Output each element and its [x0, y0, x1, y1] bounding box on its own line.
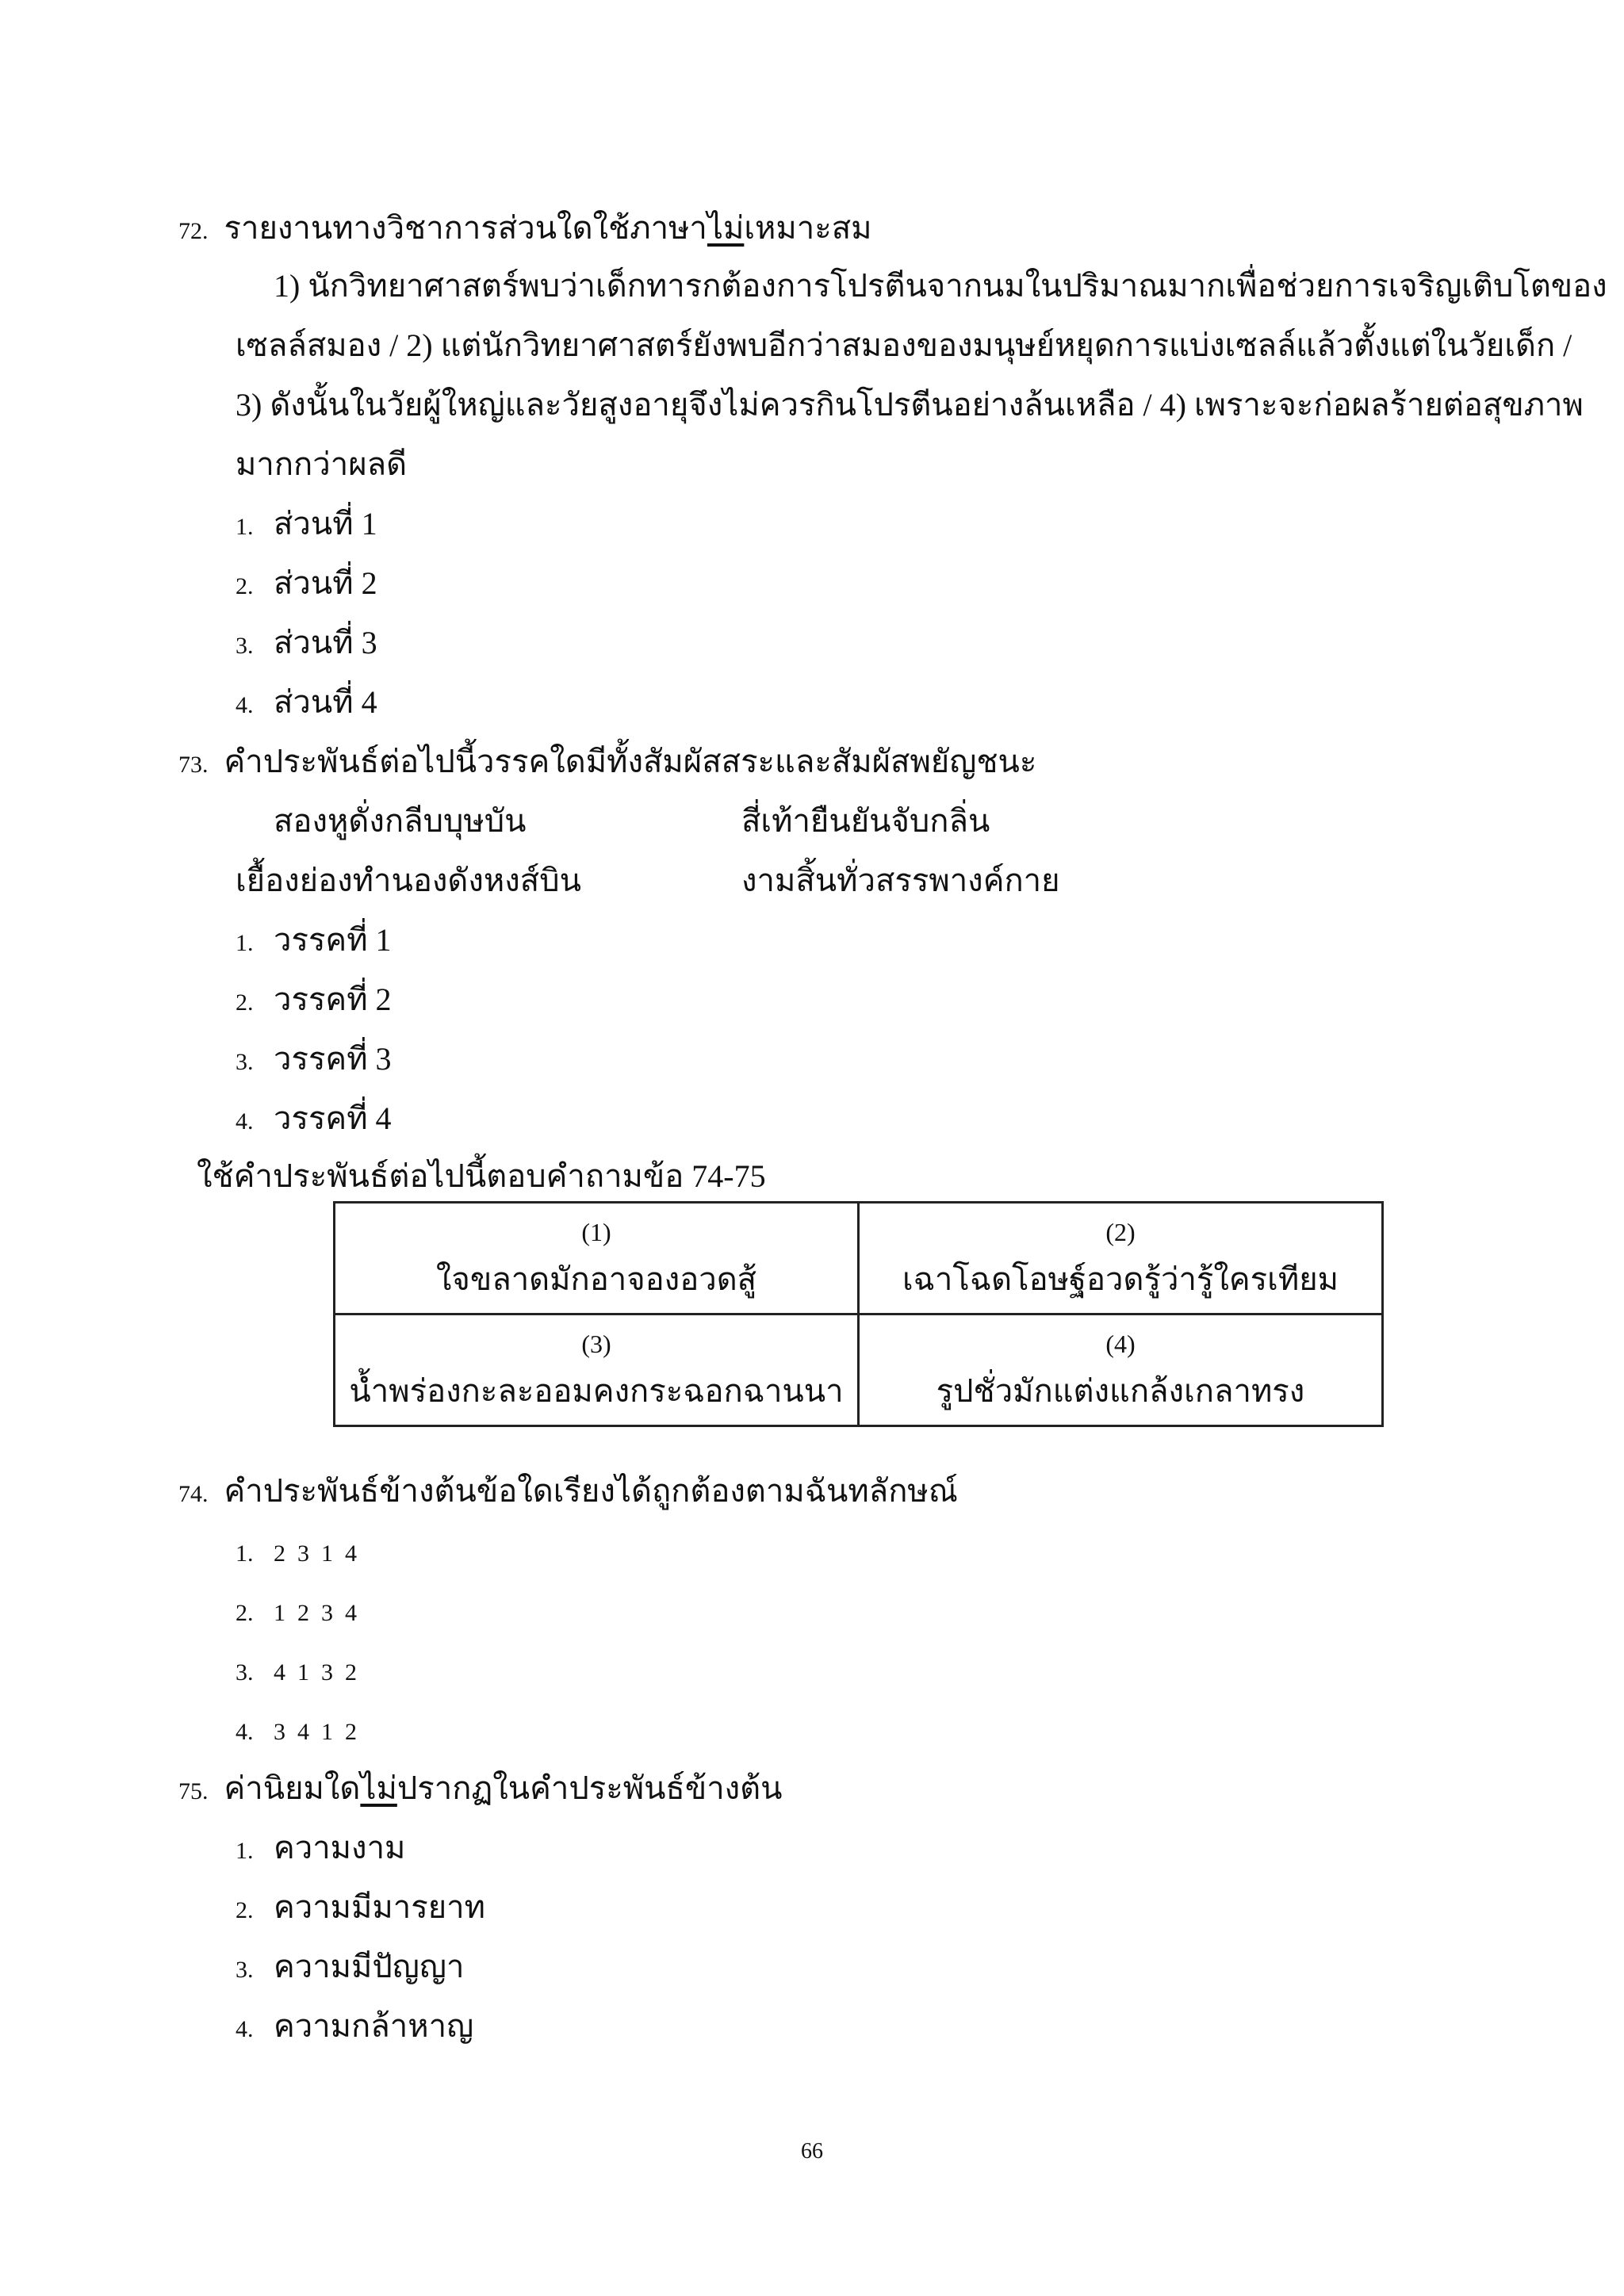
option-number: 2. [236, 1600, 254, 1626]
option-number: 2. [236, 573, 254, 599]
q72-question-text-end: เหมาะสม [744, 210, 872, 246]
option-text: ความมีมารยาท [274, 1889, 485, 1925]
q73-option-2[interactable] [236, 979, 392, 1024]
q75-question-emphasis: ไม่ [360, 1770, 397, 1806]
q75-question [178, 1768, 783, 1812]
option-text: วรรคที่ 1 [274, 922, 392, 958]
option-number: 3. [236, 633, 254, 659]
cell-number: (1) [581, 1218, 611, 1246]
option-number: 3. [236, 1659, 254, 1686]
q75-option-3[interactable] [236, 1946, 464, 1991]
cell-text: รูปชั่วมักแต่งแกล้งเกลาทรง [936, 1373, 1305, 1409]
q75-option-4[interactable] [236, 2006, 473, 2050]
q74-question-text: คำประพันธ์ข้างต้นข้อใดเรียงได้ถูกต้องตามฉันทลักษณ์ [224, 1473, 958, 1509]
cell-number: (2) [1105, 1218, 1136, 1246]
option-number: 3. [236, 1957, 254, 1983]
q73-option-4[interactable] [236, 1098, 392, 1142]
option-text: ความกล้าหาญ [274, 2008, 474, 2044]
table-cell-3 [335, 1314, 859, 1426]
cell-number: (4) [1105, 1330, 1136, 1358]
q74-option-3[interactable] [236, 1649, 357, 1693]
cell-text: เฉาโฉดโอษฐ์อวดรู้ว่ารู้ใครเทียม [902, 1261, 1339, 1297]
option-text: ส่วนที่ 1 [274, 506, 377, 541]
table-row [335, 1314, 1383, 1426]
option-number: 3. [236, 1049, 254, 1075]
q73-verse-3: เยื้องย่องทำนองดังหงส์บิน [236, 863, 581, 898]
option-number: 1. [236, 930, 254, 956]
option-text: วรรคที่ 2 [274, 982, 392, 1017]
q73-verse-2: สี่เท้ายืนยันจับกลิ่น [741, 803, 990, 839]
q74-option-4[interactable] [236, 1709, 357, 1753]
q72-question-text: รายงานทางวิชาการส่วนใดใช้ภาษา [224, 210, 707, 246]
option-text: วรรคที่ 4 [274, 1100, 392, 1136]
q72-passage-line: เซลล์สมอง / 2) แต่นักวิทยาศาสตร์ยังพบอีกว่าสมองของมนุษย์หยุดการแบ่งเซลล์แล้วตั้งแต่ในวัยเด็ก / [236, 327, 1572, 363]
table-cell-1 [335, 1203, 859, 1314]
option-number: 4. [236, 1719, 254, 1745]
q73-number: 73. [178, 752, 209, 778]
q72-passage-line: มากกว่าผลดี [236, 446, 408, 482]
q75-question-text-end: ปรากฏในคำประพันธ์ข้างต้น [396, 1770, 783, 1806]
option-number: 2. [236, 989, 254, 1016]
option-text: 4 1 3 2 [274, 1659, 357, 1686]
q75-number: 75. [178, 1778, 209, 1804]
option-text: ความงาม [274, 1830, 406, 1866]
q73-option-1[interactable] [236, 920, 392, 964]
option-text: 2 3 1 4 [274, 1540, 357, 1567]
q72-passage-line: 3) ดังนั้นในวัยผู้ใหญ่และวัยสูงอายุจึงไม่ควรกินโปรตีนอย่างล้นเหลือ / 4) เพราะจะก่อผลร้ายต่อสุขภาพ [236, 387, 1584, 423]
table-row [335, 1203, 1383, 1314]
q72-option-4[interactable] [236, 682, 377, 726]
q73-verse-1: สองหูดั่งกลีบบุษบัน [274, 803, 527, 839]
q73-verse-4: งามสิ้นทั่วสรรพางค์กาย [741, 863, 1060, 898]
q73-question-text: คำประพันธ์ต่อไปนี้วรรคใดมีทั้งสัมผัสสระและสัมผัสพยัญชนะ [224, 744, 1037, 779]
verse-table [333, 1201, 1384, 1427]
cell-number: (3) [581, 1330, 611, 1358]
option-number: 2. [236, 1897, 254, 1923]
option-number: 1. [236, 514, 254, 540]
q73-question [178, 741, 1036, 786]
option-text: 1 2 3 4 [274, 1600, 357, 1626]
q75-option-2[interactable] [236, 1887, 485, 1931]
option-text: ส่วนที่ 4 [274, 684, 377, 720]
option-number: 4. [236, 1108, 254, 1135]
q72-question [178, 208, 872, 252]
option-text: 3 4 1 2 [274, 1719, 357, 1745]
q74-option-2[interactable] [236, 1590, 357, 1634]
q74-option-1[interactable] [236, 1530, 357, 1575]
cell-text: ใจขลาดมักอาจองอวดสู้ [435, 1261, 757, 1297]
q74-number: 74. [178, 1481, 209, 1507]
q72-number: 72. [178, 218, 209, 244]
option-text: ความมีปัญญา [274, 1949, 465, 1984]
option-text: วรรคที่ 3 [274, 1041, 392, 1077]
page-number: 66 [801, 2139, 823, 2164]
cell-text: น้ำพร่องกะละออมคงกระฉอกฉานนา [349, 1373, 844, 1409]
instruction: ใช้คำประพันธ์ต่อไปนี้ตอบคำถามข้อ 74-75 [197, 1158, 766, 1194]
q75-option-1[interactable] [236, 1827, 405, 1872]
q72-option-3[interactable] [236, 622, 377, 667]
q72-option-2[interactable] [236, 563, 377, 607]
option-text: ส่วนที่ 3 [274, 625, 377, 660]
q72-question-emphasis: ไม่ [707, 210, 745, 246]
option-number: 4. [236, 692, 254, 718]
table-cell-4 [859, 1314, 1383, 1426]
option-text: ส่วนที่ 2 [274, 565, 377, 601]
q73-option-3[interactable] [236, 1039, 392, 1083]
q74-question [178, 1471, 958, 1515]
q72-option-1[interactable] [236, 503, 377, 548]
q75-question-text: ค่านิยมใด [224, 1770, 361, 1806]
q72-passage-line: 1) นักวิทยาศาสตร์พบว่าเด็กทารกต้องการโปรตีนจากนมในปริมาณมากเพื่อช่วยการเจริญเติบโตของ [274, 268, 1607, 304]
option-number: 1. [236, 1540, 254, 1567]
option-number: 1. [236, 1838, 254, 1864]
option-number: 4. [236, 2016, 254, 2042]
table-cell-2 [859, 1203, 1383, 1314]
